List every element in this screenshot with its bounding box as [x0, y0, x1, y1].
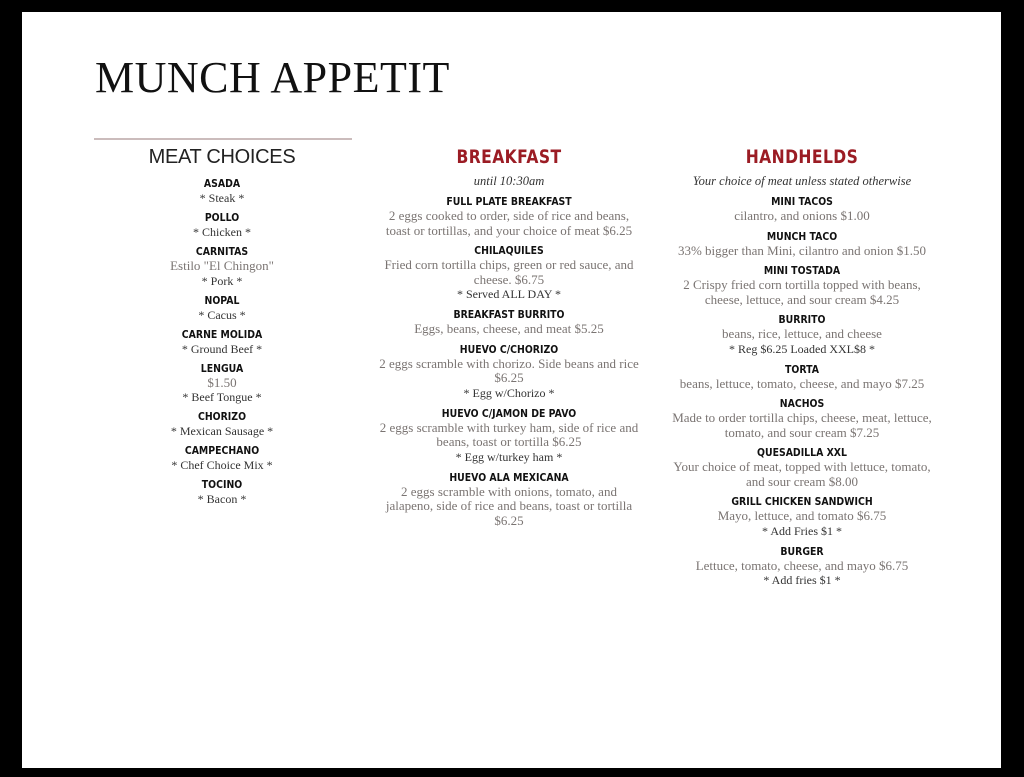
menu-item — [122, 177, 322, 206]
menu-item-name: FULL PLATE BREAKFAST — [446, 195, 572, 208]
menu-item-description: beans, lettuce, tomato, cheese, and mayo $7.25 — [679, 375, 925, 391]
menu-item-note: * Chicken * — [193, 225, 251, 239]
menu-item — [122, 478, 322, 507]
menu-item — [377, 471, 641, 529]
menu-item-description: 33% bigger than Mini, cilantro and onion $1.50 — [677, 242, 927, 258]
menu-item — [377, 244, 641, 302]
menu-item — [122, 362, 322, 406]
menu-item-note: * Mexican Sausage * — [170, 424, 274, 438]
menu-item-name: QUESADILLA XXL — [757, 446, 847, 459]
menu-item-description: 2 eggs scramble with chorizo. Side beans and rice $6.25 — [379, 355, 639, 385]
menu-item — [672, 397, 932, 440]
handhelds-subtitle: Your choice of meat unless stated otherwise — [692, 174, 912, 188]
menu-item — [122, 211, 322, 240]
title-divider — [94, 138, 352, 140]
menu-page — [22, 12, 1001, 768]
menu-item-name: HUEVO ALA MEXICANA — [449, 470, 569, 484]
menu-item-note: * Pork * — [201, 273, 243, 288]
menu-item-name: MINI TACOS — [771, 195, 833, 208]
menu-item — [122, 245, 322, 289]
menu-item-name: CHORIZO — [197, 410, 247, 423]
menu-item-note: * Bacon * — [197, 492, 247, 506]
breakfast-column — [377, 146, 641, 534]
restaurant-title: MUNCH APPETIT — [95, 53, 450, 102]
menu-item — [672, 446, 932, 489]
menu-item — [122, 410, 322, 439]
menu-item — [672, 313, 932, 357]
menu-item-name: BREAKFAST BURRITO — [453, 308, 565, 321]
menu-item-name: LENGUA — [200, 361, 244, 375]
menu-item-name: MUNCH TACO — [766, 229, 838, 243]
menu-item-name: MINI TOSTADA — [763, 264, 841, 277]
menu-item-note: * Egg w/turkey ham * — [455, 449, 563, 464]
menu-item-name: TORTA — [785, 362, 819, 376]
menu-item-description: 2 Crispy fried corn tortilla topped with beans, cheese, lettuce, and sour cream $4.25 — [683, 277, 921, 307]
menu-item — [672, 230, 932, 259]
meat-choices-column — [122, 146, 322, 512]
menu-item-description: Fried corn tortilla chips, green or red sauce, and cheese. $6.75 — [384, 257, 634, 287]
menu-item-name: NACHOS — [779, 397, 825, 410]
menu-item-description: $1.50 — [207, 374, 237, 390]
menu-item — [672, 195, 932, 224]
meat-choices-heading: MEAT CHOICES — [148, 146, 296, 168]
menu-item — [377, 343, 641, 401]
breakfast-subtitle: until 10:30am — [473, 174, 545, 188]
menu-item-note: * Add Fries $1 * — [761, 523, 842, 538]
handhelds-list — [672, 195, 932, 588]
menu-item-name: CHILAQUILES — [474, 244, 544, 257]
menu-item-description: cilantro, and onions $1.00 — [734, 208, 870, 223]
menu-item-name: CAMPECHANO — [184, 444, 260, 457]
menu-item-note: * Beef Tongue * — [182, 390, 262, 404]
menu-item-description: Your choice of meat, topped with lettuce, tomato, and sour cream $8.00 — [673, 459, 931, 489]
menu-item — [672, 545, 932, 589]
menu-item — [672, 363, 932, 392]
menu-item-name: CARNE MOLIDA — [181, 327, 263, 341]
menu-item-note: * Cacus * — [198, 307, 246, 322]
menu-item-name: GRILL CHICKEN SANDWICH — [731, 495, 873, 508]
menu-item-description: beans, rice, lettuce, and cheese — [722, 326, 882, 341]
menu-item-note: * Reg $6.25 Loaded XXL$8 * — [729, 341, 875, 356]
handhelds-heading: HANDHELDS — [745, 146, 859, 168]
breakfast-heading: BREAKFAST — [456, 146, 562, 168]
menu-item — [122, 328, 322, 357]
menu-item-description: Mayo, lettuce, and tomato $6.75 — [717, 508, 887, 523]
menu-item — [377, 407, 641, 465]
meat-list — [122, 177, 322, 507]
menu-item-name: ASADA — [203, 177, 241, 190]
menu-item-note: * Add fries $1 * — [763, 573, 841, 587]
menu-item-note: * Served ALL DAY * — [457, 287, 561, 301]
menu-item-name: HUEVO C/CHORIZO — [459, 342, 559, 356]
menu-item-name: TOCINO — [201, 478, 243, 491]
menu-item-description: Eggs, beans, cheese, and meat $5.25 — [414, 321, 604, 336]
menu-item-note: * Ground Beef * — [181, 341, 263, 356]
menu-item-description: Lettuce, tomato, cheese, and mayo $6.75 — [695, 557, 909, 573]
handhelds-column — [672, 146, 932, 594]
menu-item-name: POLLO — [204, 211, 240, 224]
breakfast-list — [377, 195, 641, 528]
menu-item-name: HUEVO C/JAMON DE PAVO — [441, 406, 577, 420]
menu-item-name: BURGER — [780, 544, 824, 558]
menu-item — [672, 495, 932, 539]
menu-item — [122, 294, 322, 323]
menu-item-description: Made to order tortilla chips, cheese, meat, lettuce, tomato, and sour cream $7.25 — [672, 410, 932, 440]
menu-item-note: * Chef Choice Mix * — [171, 458, 273, 472]
menu-item-description: 2 eggs scramble with onions, tomato, and jalapeno, side of rice and beans, toast or tortilla $6.25 — [385, 483, 633, 528]
menu-item-description: 2 eggs scramble with turkey ham, side of rice and beans, toast or tortilla $6.25 — [379, 419, 639, 449]
menu-item — [377, 308, 641, 337]
menu-item-note: * Steak * — [199, 191, 245, 205]
menu-item-name: CARNITAS — [195, 245, 249, 258]
menu-item — [377, 195, 641, 238]
menu-item-note: * Egg w/Chorizo * — [463, 385, 555, 400]
menu-item-name: BURRITO — [778, 313, 826, 326]
menu-item — [672, 264, 932, 307]
menu-item-description: Estilo "El Chingon" — [170, 258, 274, 273]
menu-item-description: 2 eggs cooked to order, side of rice and beans, toast or tortillas, and your choice of meat $6.25 — [385, 208, 633, 238]
menu-item-name: NOPAL — [204, 293, 240, 307]
menu-item — [122, 444, 322, 473]
